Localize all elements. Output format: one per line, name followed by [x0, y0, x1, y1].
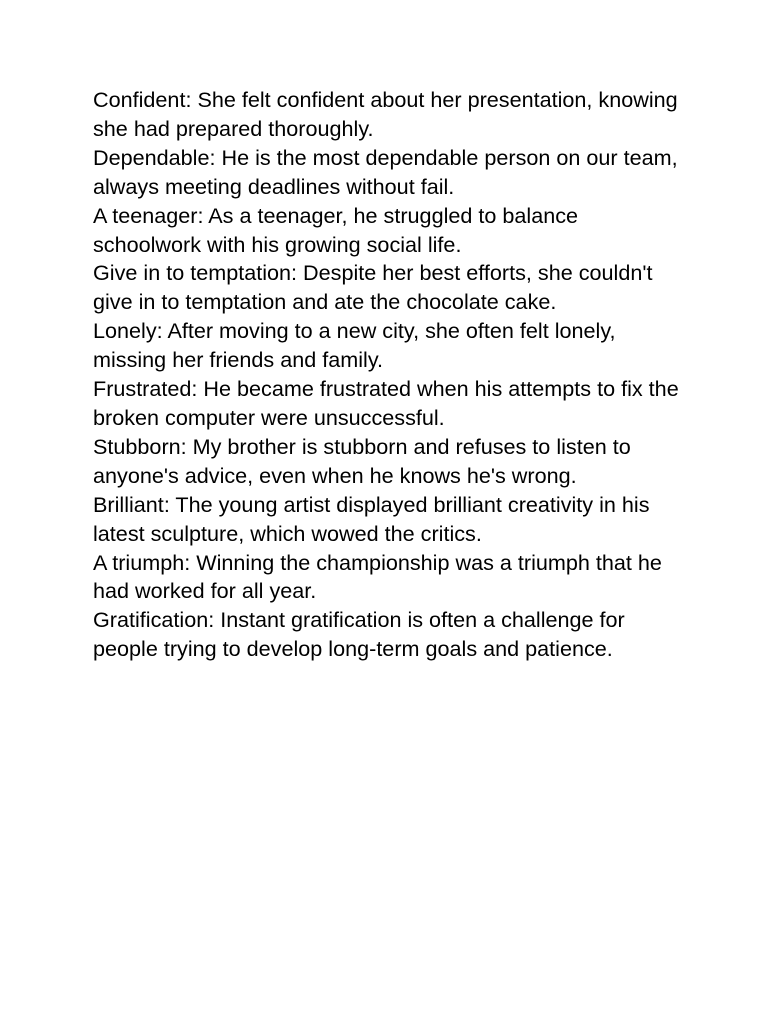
vocabulary-sentence-list — [93, 86, 683, 664]
entry-sentence: Despite her best efforts, she couldn't give in to temptation and ate the chocolate cake. — [93, 260, 653, 315]
entry-a-teenager: A teenager: As a teenager, he struggled to balance schoolwork with his growing social life. — [93, 202, 579, 257]
entry-sentence: After moving to a new city, she often felt lonely, missing her friends and family. — [93, 318, 616, 373]
entry-a-triumph: A triumph: Winning the championship was a triumph that he had worked for all year. — [93, 549, 662, 604]
entry-term: Brilliant — [93, 491, 164, 517]
entry-sentence: Winning the championship was a triumph that he had worked for all year. — [93, 549, 662, 604]
entry-lonely: Lonely: After moving to a new city, she often felt lonely, missing her friends and family. — [93, 318, 616, 373]
entry-sentence: He became frustrated when his attempts to fix the broken computer were unsuccessful. — [93, 376, 679, 430]
entry-sentence: Instant gratification is often a challenge for people trying to develop long-term goals and patience. — [93, 607, 625, 662]
entry-term: Confident — [93, 87, 186, 112]
entry-give-in-to-temptation: Give in to temptation: Despite her best efforts, she couldn't give in to temptation and ate the chocolate cake. — [93, 260, 653, 315]
entry-sentence: She felt confident about her presentation, knowing she had prepared thoroughly. — [93, 87, 678, 141]
entry-term: A teenager — [93, 202, 198, 228]
entry-stubborn: Stubborn: My brother is stubborn and refuses to listen to anyone's advice, even when he knows he's wrong. — [93, 433, 631, 488]
entry-gratification: Gratification: Instant gratification is often a challenge for people trying to develop long-term goals and patience. — [93, 607, 625, 662]
entry-term: Give in to temptation — [93, 260, 292, 286]
entry-sentence: The young artist displayed brilliant creativity in his latest sculpture, which wowed the critics. — [93, 491, 650, 546]
entry-sentence: My brother is stubborn and refuses to listen to anyone's advice, even when he knows he's wrong. — [93, 433, 631, 488]
entry-term: Lonely — [93, 318, 157, 344]
entry-confident: Confident: She felt confident about her presentation, knowing she had prepared thoroughly. — [93, 87, 678, 141]
entry-frustrated: Frustrated: He became frustrated when his attempts to fix the broken computer were unsuccessful. — [93, 376, 679, 430]
entry-term: Dependable — [93, 144, 210, 170]
entry-term: A triumph — [93, 549, 185, 575]
entry-term: Frustrated — [93, 376, 192, 402]
entry-sentence: As a teenager, he struggled to balance schoolwork with his growing social life. — [93, 202, 579, 257]
entry-dependable: Dependable: He is the most dependable person on our team, always meeting deadlines without fail. — [93, 144, 678, 199]
entry-brilliant: Brilliant: The young artist displayed brilliant creativity in his latest sculpture, which wowed the critics. — [93, 491, 650, 546]
entry-term: Gratification — [93, 607, 209, 633]
entry-term: Stubborn — [93, 433, 181, 459]
entry-sentence: He is the most dependable person on our team, always meeting deadlines without fail. — [93, 144, 678, 199]
